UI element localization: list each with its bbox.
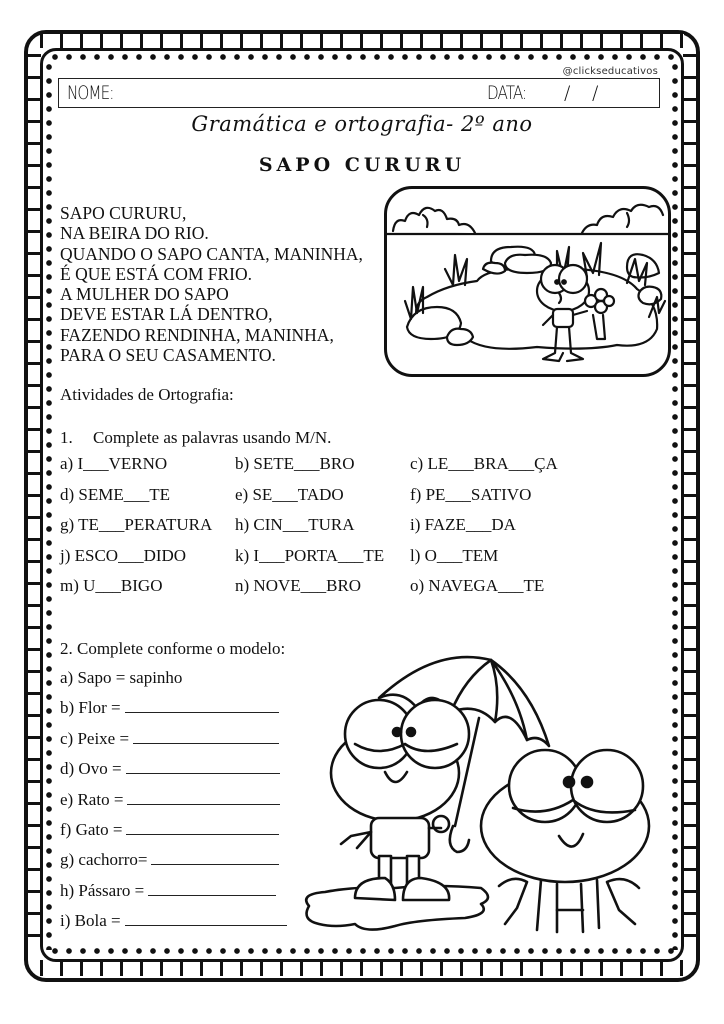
exercise-2-item bbox=[60, 698, 287, 728]
item-label: h) Pássaro = bbox=[60, 880, 145, 900]
exercise-2-item bbox=[60, 759, 287, 789]
exercise-2-item bbox=[60, 881, 287, 911]
border-dots-top bbox=[48, 52, 678, 62]
border-dots-bottom bbox=[48, 945, 678, 957]
exercise-2-instruction: 2. Complete conforme o modelo: bbox=[60, 639, 286, 658]
exercise-2-item bbox=[60, 850, 287, 880]
item-label: b) Flor = bbox=[60, 698, 121, 718]
poem-line: É QUE ESTÁ COM FRIO. bbox=[60, 263, 253, 284]
word-item[interactable]: c) LE___BRA___ÇA bbox=[410, 454, 558, 473]
border-ladder-top bbox=[40, 34, 684, 48]
word-item[interactable]: i) FAZE___DA bbox=[410, 515, 516, 534]
item-label: i) Bola = bbox=[60, 911, 121, 931]
poem-line: A MULHER DO SAPO bbox=[60, 284, 229, 305]
poem-line: QUANDO O SAPO CANTA, MANINHA, bbox=[60, 243, 363, 264]
poem-title: SAPO CURURU bbox=[258, 154, 466, 176]
name-field-label[interactable]: NOME: bbox=[67, 82, 114, 104]
item-label: f) Gato = bbox=[60, 819, 123, 839]
answer-blank[interactable] bbox=[126, 820, 279, 835]
item-label: a) Sapo = sapinho bbox=[60, 668, 183, 687]
poem-line: SAPO CURURU, bbox=[60, 203, 187, 223]
date-field-label[interactable]: DATA: bbox=[487, 82, 527, 104]
word-item[interactable]: f) PE___SATIVO bbox=[410, 484, 532, 504]
exercise-2-item bbox=[60, 911, 287, 941]
poem-line: FAZENDO RENDINHA, MANINHA, bbox=[60, 324, 334, 345]
word-item[interactable]: j) ESCO___DIDO bbox=[60, 545, 187, 565]
word-item[interactable]: g) TE___PERATURA bbox=[60, 515, 213, 534]
word-item[interactable]: k) I___PORTA___TE bbox=[235, 545, 385, 565]
name-date-box bbox=[58, 78, 660, 108]
word-item[interactable]: l) O___TEM bbox=[410, 545, 499, 565]
answer-blank[interactable] bbox=[133, 729, 279, 744]
word-item[interactable]: d) SEME___TE bbox=[60, 484, 171, 504]
exercise-2-example bbox=[60, 668, 287, 698]
border-ladder-right bbox=[683, 54, 696, 954]
word-item[interactable]: a) I___VERNO bbox=[60, 454, 168, 473]
pond-illustration bbox=[384, 186, 671, 377]
answer-blank[interactable] bbox=[148, 881, 276, 896]
item-label: g) cachorro= bbox=[60, 850, 148, 870]
exercise-1-text: Complete as palavras usando M/N. bbox=[93, 428, 332, 447]
pond-scene-icon bbox=[387, 189, 668, 374]
poem-line: NA BEIRA DO RIO. bbox=[60, 223, 209, 244]
word-item[interactable]: h) CIN___TURA bbox=[235, 515, 355, 534]
exercise-1-number: 1. bbox=[60, 428, 73, 447]
word-item[interactable]: o) NAVEGA___TE bbox=[410, 576, 545, 595]
border-ladder-bottom bbox=[40, 960, 684, 976]
word-item[interactable]: b) SETE___BRO bbox=[235, 454, 355, 473]
border-dots-left bbox=[44, 60, 54, 950]
answer-blank[interactable] bbox=[125, 911, 287, 926]
word-item[interactable]: n) NOVE___BRO bbox=[235, 576, 362, 595]
frogs-umbrella-icon bbox=[295, 648, 675, 943]
word-item[interactable]: m) U___BIGO bbox=[60, 576, 163, 595]
exercise-2-item bbox=[60, 820, 287, 850]
poem-line: DEVE ESTAR LÁ DENTRO, bbox=[60, 304, 273, 325]
poem-text bbox=[60, 203, 363, 365]
exercise-1-instruction bbox=[60, 428, 331, 448]
exercise-2-item bbox=[60, 790, 287, 820]
exercise-2-list bbox=[60, 668, 287, 942]
answer-blank[interactable] bbox=[127, 790, 280, 805]
frogs-illustration bbox=[295, 648, 675, 943]
word-item[interactable]: e) SE___TADO bbox=[235, 484, 344, 504]
activities-heading: Atividades de Ortografia: bbox=[60, 385, 234, 404]
item-label: e) Rato = bbox=[60, 789, 124, 809]
poem-line: PARA O SEU CASAMENTO. bbox=[60, 345, 276, 366]
worksheet-subtitle: Gramática e ortografia- 2º ano bbox=[191, 112, 533, 136]
answer-blank[interactable] bbox=[126, 759, 280, 774]
item-label: d) Ovo = bbox=[60, 759, 122, 779]
exercise-2-item bbox=[60, 729, 287, 759]
answer-blank[interactable] bbox=[151, 850, 279, 865]
item-label: c) Peixe = bbox=[60, 728, 130, 748]
answer-blank[interactable] bbox=[125, 698, 279, 713]
credit-handle: @clickseducativos bbox=[562, 66, 658, 77]
date-slashes: / / bbox=[564, 82, 598, 104]
